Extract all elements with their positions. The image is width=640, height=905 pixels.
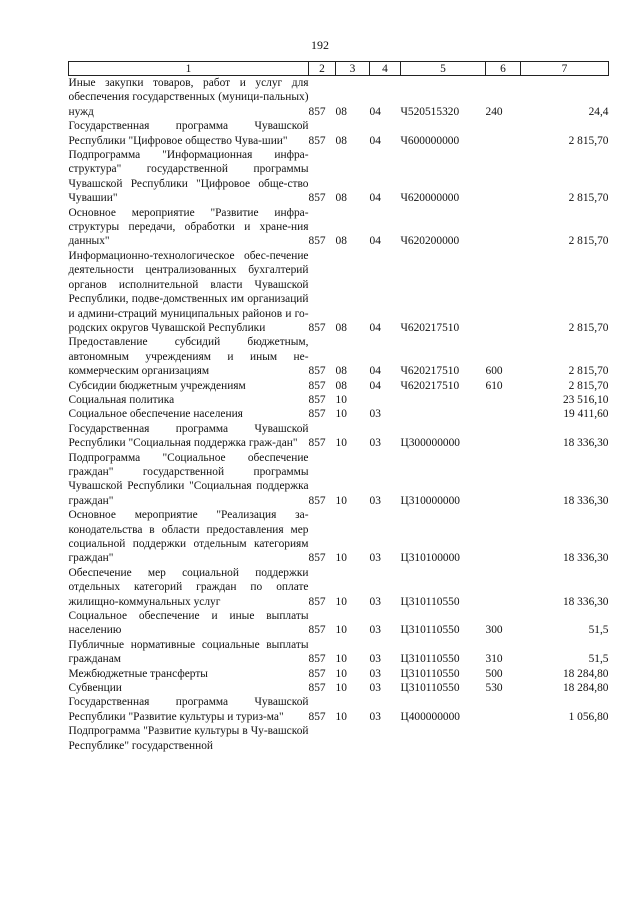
row-amount: 18 336,30: [562, 595, 609, 608]
row-vr: 240: [485, 105, 503, 118]
budget-table: [68, 61, 609, 753]
table-row: [69, 76, 609, 120]
row-rz: [336, 724, 370, 753]
row-amount: 2 815,70: [568, 192, 609, 205]
table-row: [69, 119, 609, 148]
row-name: Субсидии бюджетным учреждениям: [68, 379, 246, 392]
row-name: Социальная политика: [68, 393, 175, 406]
header-col-4: 4: [370, 62, 401, 76]
row-amount: 18 284,80: [562, 667, 609, 680]
row-vr: [486, 407, 521, 421]
row-csr: [401, 724, 486, 753]
row-gr: 857: [308, 682, 326, 695]
row-amount: 2 815,70: [568, 235, 609, 248]
row-rz: 08: [335, 235, 347, 248]
row-rz: 10: [335, 710, 347, 723]
row-rz: 10: [335, 653, 347, 666]
table-row: [69, 508, 609, 566]
row-rz: 10: [335, 624, 347, 637]
row-name: Подпрограмма "Социальное обеспечение граждан" государственной программы Чувашской Республики "Социальная поддержка граждан": [68, 451, 309, 507]
row-rz: 10: [335, 494, 347, 507]
row-pr: 03: [369, 653, 381, 666]
row-rz: 08: [335, 379, 347, 392]
row-csr: Ч520515320: [400, 105, 460, 118]
row-gr: 857: [308, 134, 326, 147]
row-amount: 24,4: [588, 105, 609, 118]
table-row: [69, 148, 609, 206]
row-gr: 857: [308, 235, 326, 248]
row-csr: Ц310110550: [400, 624, 460, 637]
row-rz: 08: [335, 134, 347, 147]
row-csr: Ч620217510: [400, 321, 460, 334]
row-csr: Ц310110550: [400, 667, 460, 680]
row-pr: [370, 724, 401, 753]
row-name: Иные закупки товаров, работ и услуг для обеспечения государственных (муници-пальных) нужд: [68, 77, 309, 118]
row-name: Публичные нормативные социальные выплаты гражданам: [68, 638, 309, 666]
row-rz: 10: [335, 408, 347, 421]
row-pr: 03: [369, 667, 381, 680]
row-csr: Ц310100000: [400, 552, 460, 565]
row-gr: [309, 724, 336, 753]
row-gr: 857: [308, 192, 326, 205]
row-gr: 857: [308, 437, 326, 450]
header-col-7: 7: [521, 62, 609, 76]
row-name: Социальное обеспечение населения: [68, 408, 243, 421]
header-row: [69, 62, 609, 76]
row-amount: 18 336,30: [562, 494, 609, 507]
header-col-2: 2: [309, 62, 336, 76]
row-amount: 2 815,70: [568, 365, 609, 378]
table-row: [69, 393, 609, 407]
row-csr: Ч600000000: [400, 134, 460, 147]
row-pr: 04: [369, 365, 381, 378]
row-csr: Ц310110550: [400, 595, 460, 608]
row-gr: 857: [308, 379, 326, 392]
row-csr: Ч620000000: [400, 192, 460, 205]
row-amount: 19 411,60: [563, 408, 609, 421]
row-name: Межбюджетные трансферты: [68, 667, 208, 680]
row-pr: 03: [369, 494, 381, 507]
table-body: [69, 76, 609, 754]
row-amount: 2 815,70: [568, 321, 609, 334]
row-vr: [486, 695, 521, 724]
table-row: [69, 566, 609, 609]
row-amount: [521, 724, 609, 753]
row-vr: [486, 119, 521, 148]
row-amount: 51,5: [588, 653, 609, 666]
row-rz: 10: [335, 437, 347, 450]
row-rz: 10: [335, 682, 347, 695]
row-gr: 857: [308, 552, 326, 565]
row-amount: 2 815,70: [568, 134, 609, 147]
row-vr: [486, 393, 521, 407]
row-rz: 08: [335, 365, 347, 378]
row-vr: 500: [485, 667, 503, 680]
table-row: [69, 249, 609, 335]
row-name: Подпрограмма "Развитие культуры в Чу-вашской Республике" государственной: [68, 725, 309, 752]
row-name: Государственная программа Чувашской Республики "Развитие культуры и туриз-ма": [68, 696, 309, 723]
row-vr: 310: [485, 653, 503, 666]
row-csr: Ц300000000: [400, 437, 460, 450]
row-vr: [486, 508, 521, 566]
row-pr: 04: [369, 192, 381, 205]
table-row: [69, 422, 609, 451]
table-row: [69, 609, 609, 638]
row-csr: Ч620217510: [400, 365, 460, 378]
row-vr: 300: [485, 624, 503, 637]
row-amount: 18 336,30: [562, 437, 609, 450]
row-vr: [486, 249, 521, 335]
row-csr: Ц310110550: [400, 653, 460, 666]
row-gr: 857: [308, 653, 326, 666]
row-csr: Ч620200000: [400, 235, 460, 248]
table-row: [69, 206, 609, 249]
row-pr: [370, 393, 401, 407]
row-name: Предоставление субсидий бюджетным, автономным учреждениям и иным не-коммерческим организациям: [68, 336, 309, 378]
row-csr: Ц400000000: [400, 710, 460, 723]
row-vr: 600: [485, 365, 503, 378]
row-vr: 610: [485, 379, 503, 392]
row-rz: 08: [335, 192, 347, 205]
row-amount: 18 336,30: [562, 552, 609, 565]
table-row: [69, 451, 609, 509]
row-gr: 857: [308, 365, 326, 378]
row-name: Информационно-технологическое обес-печение деятельности централизованных бухгалтерий органов исполнительной власти Чувашской Республики, подве-домственных им организаций и админи-страций муниципальных районов и го-родских округов Чувашской Республики: [68, 249, 309, 334]
table-row: [69, 335, 609, 378]
row-pr: 03: [369, 552, 381, 565]
row-amount: 23 516,10: [562, 393, 609, 406]
table-row: [69, 681, 609, 695]
row-csr: [401, 393, 486, 407]
row-name: Государственная программа Чувашской Республики "Социальная поддержка граж-дан": [68, 422, 309, 450]
row-gr: 857: [308, 105, 326, 118]
row-pr: 03: [369, 710, 381, 723]
row-rz: 10: [335, 552, 347, 565]
row-csr: Ц310110550: [400, 682, 460, 695]
row-csr: [401, 407, 486, 421]
row-rz: 08: [335, 105, 347, 118]
row-amount: 1 056,80: [568, 710, 609, 723]
header-col-1: 1: [69, 62, 309, 76]
table-header: [69, 62, 609, 76]
row-amount: 51,5: [588, 624, 609, 637]
row-pr: 03: [369, 682, 381, 695]
row-vr: [486, 451, 521, 509]
header-col-3: 3: [336, 62, 370, 76]
row-rz: 08: [335, 321, 347, 334]
row-gr: 857: [308, 595, 326, 608]
row-gr: 857: [308, 624, 326, 637]
row-pr: 04: [369, 235, 381, 248]
row-name: Субвенции: [68, 682, 122, 695]
row-csr: Ц310000000: [400, 494, 460, 507]
row-pr: 04: [369, 379, 381, 392]
row-gr: 857: [308, 408, 326, 421]
page-number: 192: [311, 38, 329, 52]
row-pr: 03: [369, 595, 381, 608]
row-gr: 857: [308, 494, 326, 507]
row-vr: [486, 422, 521, 451]
header-col-5: 5: [401, 62, 486, 76]
row-vr: [486, 566, 521, 609]
row-vr: [486, 148, 521, 206]
table-row: [69, 407, 609, 421]
row-pr: 04: [369, 105, 381, 118]
header-col-6: 6: [486, 62, 521, 76]
row-pr: 03: [369, 408, 381, 421]
row-pr: 04: [369, 321, 381, 334]
row-name: Основное мероприятие "Развитие инфра-структуры передачи, обработки и хране-ния данных": [68, 206, 309, 248]
table-row: [69, 724, 609, 753]
row-rz: 10: [335, 595, 347, 608]
table-row: [69, 667, 609, 681]
row-gr: 857: [308, 667, 326, 680]
row-name: Обеспечение мер социальной поддержки отдельных категорий граждан по оплате жилищно-коммунальных услуг: [68, 566, 309, 608]
table-row: [69, 638, 609, 667]
row-pr: 04: [369, 134, 381, 147]
row-name: Государственная программа Чувашской Республики "Цифровое общество Чува-шии": [68, 120, 309, 147]
row-name: Социальное обеспечение и иные выплаты населению: [68, 610, 309, 637]
row-name: Подпрограмма "Информационная инфра-структура" государственной программы Чувашской Республики "Цифровое обще-ство Чувашии": [68, 149, 309, 205]
row-rz: 10: [335, 393, 347, 406]
row-amount: 18 284,80: [562, 682, 609, 695]
row-amount: 2 815,70: [568, 379, 609, 392]
row-pr: 03: [369, 437, 381, 450]
row-vr: [486, 206, 521, 249]
row-gr: 857: [308, 710, 326, 723]
row-name: Основное мероприятие "Реализация за-конодательства в области предоставления мер социальной поддержки отдельным категориям граждан": [68, 509, 309, 565]
row-csr: Ч620217510: [400, 379, 460, 392]
row-gr: 857: [308, 393, 326, 406]
row-pr: 03: [369, 624, 381, 637]
row-vr: [486, 724, 521, 753]
row-vr: 530: [485, 682, 503, 695]
table-row: [69, 379, 609, 393]
row-gr: 857: [308, 321, 326, 334]
table-row: [69, 695, 609, 724]
row-rz: 10: [335, 667, 347, 680]
